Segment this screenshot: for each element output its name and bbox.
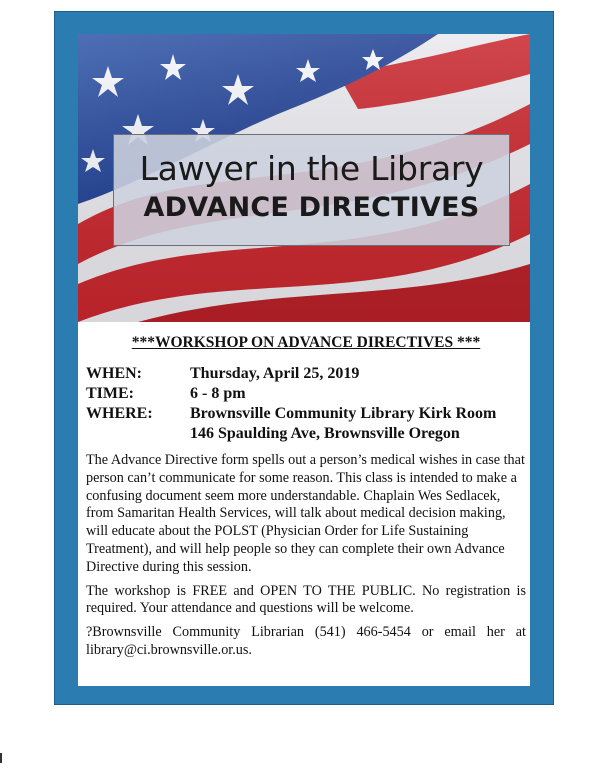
flyer-border [54, 11, 554, 705]
contact-paragraph: ?Brownsville Community Librarian (541) 466-5454 or email her at library@ci.brownsville.or.us. [86, 624, 526, 658]
title-line-2: ADVANCE DIRECTIVES [143, 192, 480, 223]
time-value: 6 - 8 pm [190, 385, 246, 402]
workshop-heading: ***WORKSHOP ON ADVANCE DIRECTIVES *** [131, 334, 481, 351]
description-paragraph: The Advance Directive form spells out a person’s medical wishes in case that person can’t communicate for some reason. This class is intended to make a confusing document seem more understandable. Chaplain Wes Sedlacek, from Samaritan Health Services, will talk about medical decision making, will educate about the POLST (Physician Order for Life Sustaining Treatment), and will help people so they can complete their own Advance Directive during this session. [86, 452, 525, 575]
where-row-2 [86, 424, 526, 444]
title-line-1: Lawyer in the Library [139, 149, 484, 188]
american-flag-banner [78, 34, 530, 322]
flyer-page [78, 34, 530, 686]
when-row [86, 364, 526, 384]
event-details [86, 364, 526, 444]
where-value-2: 146 Spaulding Ave, Brownsville Oregon [190, 425, 460, 442]
where-label: WHERE: [86, 405, 153, 422]
time-label: TIME: [86, 385, 134, 402]
when-label: WHEN: [86, 365, 142, 382]
title-box [113, 134, 510, 246]
where-value-1: Brownsville Community Library Kirk Room [190, 405, 497, 422]
flyer-content [86, 334, 526, 666]
time-row [86, 384, 526, 404]
when-value: Thursday, April 25, 2019 [190, 365, 360, 382]
free-notice-paragraph: The workshop is FREE and OPEN TO THE PUBLIC. No registration is required. Your attendance and questions will be welcome. [86, 582, 526, 617]
where-row [86, 404, 526, 424]
scan-mark [0, 753, 2, 763]
